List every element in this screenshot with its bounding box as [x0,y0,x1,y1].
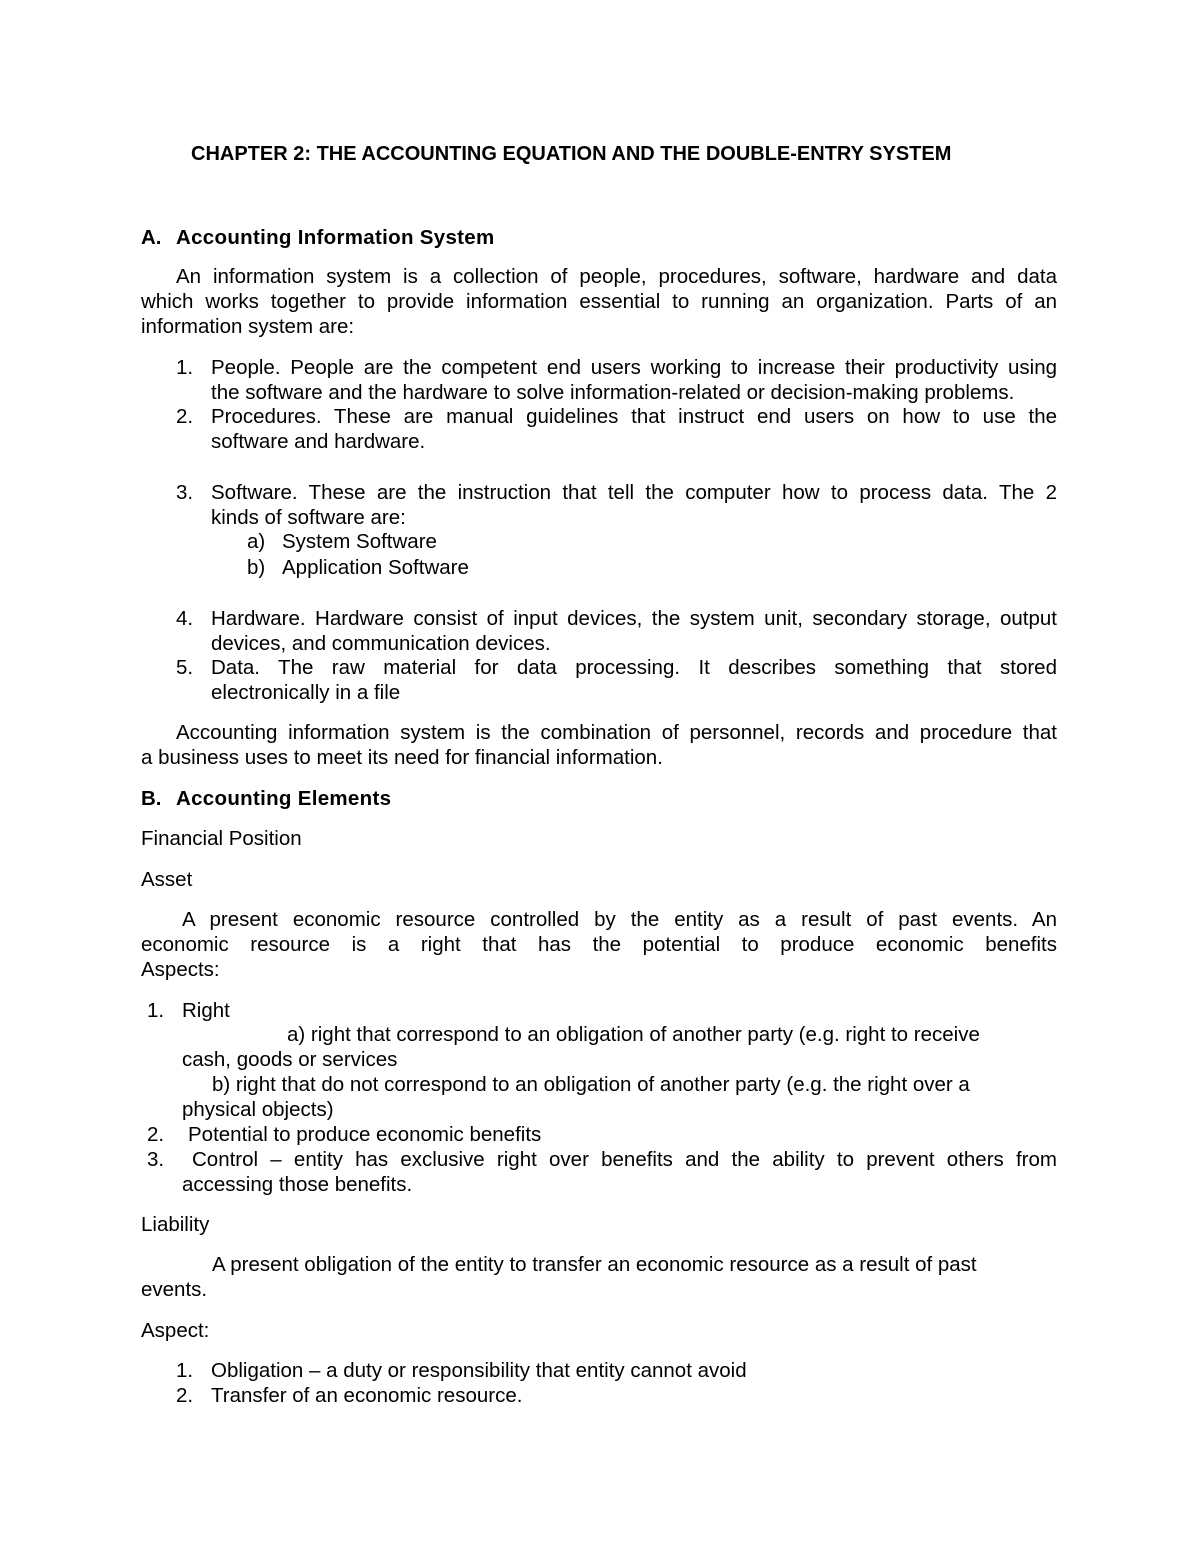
ais-line-1: Accounting information system is the combination of personnel, records and procedure that [176,721,1057,744]
liability-aspect-transfer: Transfer of an economic resource. [211,1384,523,1407]
software-kind-label: b) [247,556,266,579]
liability-label: Liability [141,1213,210,1236]
list-item-procedures-line-1: Procedures. These are manual guidelines that instruct end users on how to use the [211,405,1057,428]
list-item-people-line-2: the software and the hardware to solve information-related or decision-making problems. [211,381,1015,404]
liability-definition-line-2: events. [141,1278,208,1301]
ais-line-2: a business uses to meet its need for financial information. [141,746,663,769]
asset-label: Asset [141,868,193,891]
section-b-heading: Accounting Elements [176,787,392,810]
aspect-potential: Potential to produce economic benefits [188,1123,542,1146]
asset-definition-line-2: economic resource is a right that has the potential to produce economic benefits [141,933,1057,956]
intro-line-3: information system are: [141,315,355,338]
liability-definition-line-1: A present obligation of the entity to transfer an economic resource as a result of past [212,1253,977,1276]
list-item-number: 2. [176,405,194,428]
page-title: CHAPTER 2: THE ACCOUNTING EQUATION AND THE DOUBLE-ENTRY SYSTEM [191,143,952,165]
aspect-control-line-1: Control – entity has exclusive right over benefits and the ability to prevent others from [192,1148,1057,1171]
list-item-software-line-2: kinds of software are: [211,506,406,529]
financial-position-label: Financial Position [141,827,302,850]
aspect-number: 2. [147,1123,165,1146]
aspect-number: 1. [147,999,165,1022]
list-item-data-line-1: Data. The raw material for data processing. It describes something that stored [211,656,1057,679]
list-item-hardware-line-1: Hardware. Hardware consist of input devices, the system unit, secondary storage, output [211,607,1057,630]
section-a-marker: A. [141,226,162,249]
list-item-number: 4. [176,607,194,630]
right-b-line-2: physical objects) [182,1098,334,1121]
asset-definition-line-1: A present economic resource controlled by the entity as a result of past events. An [182,908,1057,931]
software-kind-application: Application Software [282,556,469,579]
list-item-data-line-2: electronically in a file [211,681,401,704]
aspect-number: 3. [147,1148,165,1171]
list-item-number: 3. [176,481,194,504]
right-b-line-1: b) right that do not correspond to an obligation of another party (e.g. the right over a [212,1073,970,1096]
asset-aspects-label: Aspects: [141,958,220,981]
software-kind-label: a) [247,530,266,553]
liability-aspect-number: 1. [176,1359,194,1382]
aspect-right: Right [182,999,230,1022]
list-item-people-line-1: People. People are the competent end users working to increase their productivity using [211,356,1057,379]
list-item-number: 5. [176,656,194,679]
list-item-software-line-1: Software. These are the instruction that tell the computer how to process data. The 2 [211,481,1057,504]
list-item-procedures-line-2: software and hardware. [211,430,426,453]
liability-aspect-number: 2. [176,1384,194,1407]
liability-aspect-label: Aspect: [141,1319,210,1342]
list-item-number: 1. [176,356,194,379]
section-b-marker: B. [141,787,162,810]
right-a-line-2: cash, goods or services [182,1048,398,1071]
list-item-hardware-line-2: devices, and communication devices. [211,632,551,655]
right-a-line-1: a) right that correspond to an obligation of another party (e.g. right to receive [287,1023,980,1046]
section-a-heading: Accounting Information System [176,226,495,249]
liability-aspect-obligation: Obligation – a duty or responsibility that entity cannot avoid [211,1359,747,1382]
intro-line-1: An information system is a collection of people, procedures, software, hardware and data [176,265,1057,288]
software-kind-system: System Software [282,530,437,553]
aspect-control-line-2: accessing those benefits. [182,1173,413,1196]
intro-line-2: which works together to provide information essential to running an organization. Parts of an [141,290,1057,313]
